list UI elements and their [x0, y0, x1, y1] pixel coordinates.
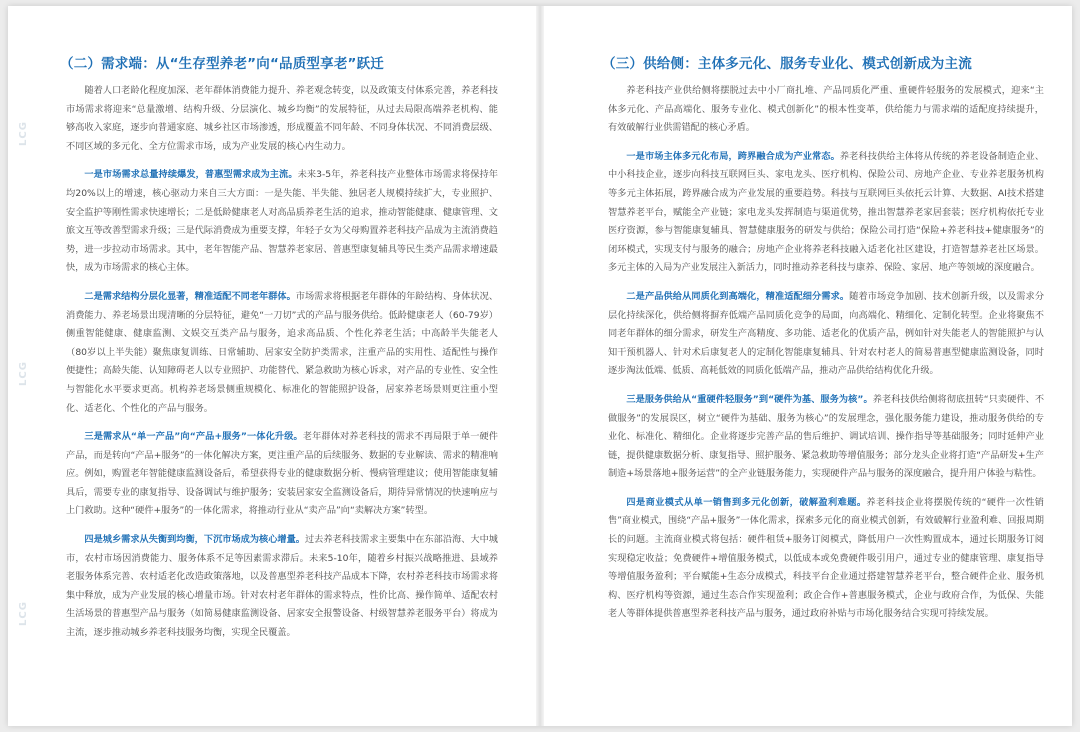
paragraph-text: 养老科技供给侧将彻底扭转“只卖硬件、不做服务”的发展误区，树立“硬件为基础、服务为核心”的发展理念，强化服务能力建设，推动服务供给的专业化、标准化、精细化。企业将逐步完善产品的售后维护、调试培训、操作指导等基础服务；同时延伸产业链，提供健康数据分析、康复指导、照护服务、紧急救助等增值服务；部分龙头企业将打造“产品研发+生产制造+场景落地+服务运营”的全产业链服务能力，实现硬件产品与服务的深度融合，提升用户体验与粘性。 — [608, 393, 1045, 480]
watermark-text: LCG — [18, 121, 29, 146]
document-spread — [8, 6, 1072, 726]
watermark-text: LCG — [18, 601, 29, 626]
paragraph — [66, 531, 498, 643]
left-page — [8, 6, 540, 726]
paragraph-lead: 二是产品供给从同质化到高端化，精准适配细分需求。 — [626, 290, 850, 302]
paragraph-text: 过去养老科技需求主要集中在东部沿海、大中城市，农村市场因消费能力、服务体系不足等因素需求滞后。未来5-10年，随着乡村振兴战略推进、县域养老服务体系完善、农村适老化改造政策落地，以及普惠型养老科技产品成本下降，农村养老科技市场需求将集中释放，成为产业发展的核心增量市场。针对农村老年群体的需求特点，性价比高、操作简单、适配农村生活场景的普惠型产品与服务（如简易健康监测设备、居家安全报警设备、村级智慧养老服务平台）将成为主流，逐步推动城乡养老科技服务均衡，实现全民覆盖。 — [66, 534, 498, 639]
paragraph-lead: 四是商业模式从单一销售到多元化创新，破解盈利难题。 — [626, 496, 867, 508]
paragraph-text: 随着人口老龄化程度加深、老年群体消费能力提升、养老观念转变，以及政策支付体系完善，养老科技市场需求将迎来“总量激增、结构升级、分层演化、城乡均衡”的发展特征，从过去局限高端养老机构、能够高收入家庭，逐步向普通家庭、城乡社区市场渗透，形成覆盖不同年龄、不同身体状况、不同消费层级、不同区域的多元化、全方位需求市场，成为产业发展的核心内生动力。 — [66, 85, 498, 152]
paragraph — [66, 82, 498, 156]
right-page — [540, 6, 1072, 726]
paragraph-text: 养老科技产业供给侧将摆脱过去中小厂商扎堆、产品同质化严重、重硬件轻服务的发展模式，迎来“主体多元化、产品高端化、服务专业化、模式创新化”的根本性变革，供给能力与需求端的适配度持续提升，有效破解行业供需错配的核心矛盾。 — [608, 85, 1044, 134]
paragraph — [66, 288, 498, 418]
paragraph — [608, 391, 1044, 484]
section-body — [608, 82, 1044, 634]
paragraph — [608, 288, 1044, 381]
paragraph-lead: 一是市场主体多元化布局，跨界融合成为产业常态。 — [626, 150, 840, 162]
paragraph-lead: 三是服务供给从“重硬件轻服务”到“硬件为基、服务为核”。 — [626, 393, 873, 405]
paragraph — [66, 428, 498, 521]
paragraph-text: 市场需求将根据老年群体的年龄结构、身体状况、消费能力、养老场景出现清晰的分层特征，避免“一刀切”式的产品与服务供给。低龄健康老人（60-79岁）侧重智能健康、健康监测、文娱交互类产品与服务，追求高品质、个性化养老生活；中高龄半失能老人（80岁以上半失能）聚焦康复训练、日常辅助、居家安全防护类需求，注重产品的实用性、适配性与操作便捷性；高龄失能、认知障碍老人以专业照护、功能替代、紧急救助为核心诉求，对产品的专业性、安全性与智能化水平要求更高。机构养老场景侧重规模化、标准化的智能照护设备，居家养老场景则更注重小型化、适老化、个性化的产品与服务。 — [66, 290, 499, 414]
section-body — [66, 82, 498, 653]
paragraph-text: 随着市场竞争加剧、技术创新升级，以及需求分层化持续深化，供给侧将摒弃低端产品同质化竞争的局面，向高端化、精细化、定制化转型。企业将聚焦不同老年群体的细分需求，研发生产高精度、多功能、适老化的优质产品，例如针对失能老人的智能照护与认知干预机器人、针对术后康复老人的定制化智能康复辅具、针对农村老人的简易普惠型健康监测设备，同时逐步淘汰低端、低质、高耗低效的同质化低端产品，推动产品供给结构优化升级。 — [608, 290, 1045, 377]
paragraph-text: 养老科技企业将摆脱传统的“硬件一次性销售”商业模式，围绕“产品+服务”一体化需求，探索多元化的商业模式创新，有效破解行业盈利难、回报周期长的问题。主流商业模式将包括：硬件租赁+服务订阅模式，降低用户一次性购置成本，通过长期服务订阅实现稳定收益；免费硬件+增值服务模式，以低成本或免费硬件吸引用户，通过专业的健康管理、康复指导等增值服务盈利；平台赋能+生态分成模式，科技平台企业通过搭建智慧养老平台，整合硬件企业、服务机构、医疗机构等资源，通过生态合作实现盈利；政企合作+普惠服务模式，企业与政府合作，为低保、失能老人等群体提供普惠型养老科技产品与服务，通过政府补贴与市场化服务结合实现可持续发展。 — [608, 496, 1044, 620]
paragraph — [608, 82, 1044, 138]
paragraph — [66, 166, 498, 278]
paragraph-lead: 二是需求结构分层化显著，精准适配不同老年群体。 — [84, 290, 296, 302]
paragraph-lead: 一是市场需求总量持续爆发，普惠型需求成为主流。 — [84, 169, 298, 181]
paragraph-text: 未来3-5年，养老科技产业整体市场需求将保持年均20%以上的增速，核心驱动力来自三大方面：一是失能、半失能、独居老人规模持续扩大，专业照护、安全监护等刚性需求快速增长；二是低龄健康老人对高品质养老生活的追求，推动智能健康、健康管理、文旅文互等改善型需求升级；三是代际消费成为重要支撑，年轻子女为父母购置养老科技产品成为主流消费趋势，进一步拉动市场需求。其中，老年智能产品、智慧养老家居、普惠型康复辅具等民生类产品需求增速最快，成为市场需求的核心主体。 — [66, 169, 498, 274]
paragraph — [608, 148, 1044, 278]
paragraph-lead: 四是城乡需求从失衡到均衡，下沉市场成为核心增量。 — [84, 534, 305, 546]
section-heading: （二）需求端：从“生存型养老”向“品质型享老”跃迁 — [60, 56, 384, 72]
section-heading: （三）供给侧：主体多元化、服务专业化、模式创新成为主流 — [602, 56, 972, 72]
paragraph-text: 养老科技供给主体将从传统的养老设备制造企业、中小科技企业，逐步向科技互联网巨头、家电龙头、医疗机构、保险公司、房地产企业、专业养老服务机构等多元主体拓展，跨界融合成为产业发展的重要趋势。科技与互联网巨头依托云计算、大数据、AI技术搭建智慧养老平台，赋能全产业链；家电龙头发挥制造与渠道优势，推出智慧养老家居套装；医疗机构依托专业医疗资源，参与智能康复辅具、智慧健康服务的研发与供给；保险公司打造“保险+养老科技+健康服务”的闭环模式，实现支付与服务的融合；房地产企业将养老科技融入适老化社区建设，打造智慧养老社区场景。多元主体的入局为产业发展注入新活力，同时推动养老科技与康养、保险、家居、地产等领域的深度融合。 — [608, 150, 1045, 274]
paragraph — [608, 494, 1044, 624]
watermark-text: LCG — [18, 361, 29, 386]
paragraph-text: 老年群体对养老科技的需求不再局限于单一硬件产品，而是转向“产品+服务”的一体化解决方案，更注重产品的后续服务、数据的专业解读、需求的精准响应。例如，购置老年智能健康监测设备后，希望获得专业的健康数据分析、慢病管理建议；使用智能康复辅具后，需要专业的康复指导、设备调试与维护服务；安装居家安全监测设备后，期待异常情况的快速响应与上门救助。这种“硬件+服务”的一体化需求，将推动行业从“卖产品”向“卖解决方案”转型。 — [66, 431, 498, 517]
paragraph-lead: 三是需求从“单一产品”向“产品+服务”一体化升级。 — [84, 431, 303, 443]
